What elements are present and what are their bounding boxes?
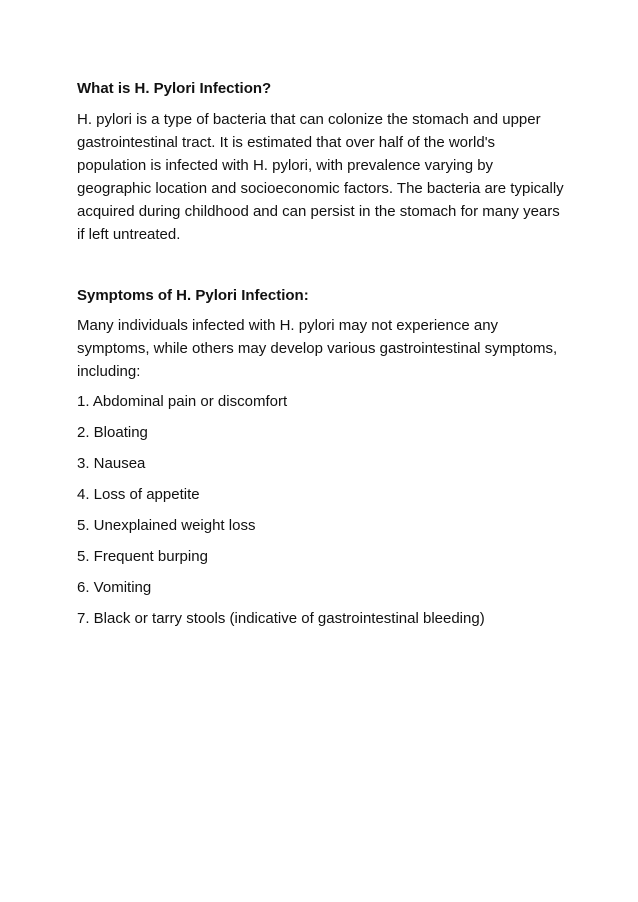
list-item: 6. Vomiting (77, 579, 152, 596)
list-item: 4. Loss of appetite (77, 486, 200, 503)
section-heading-what-is: What is H. Pylori Infection? (77, 80, 272, 97)
list-item: 7. Black or tarry stools (indicative of gastrointestinal bleeding) (77, 610, 485, 627)
list-item: 5. Unexplained weight loss (77, 517, 256, 534)
section-paragraph-what-is: H. pylori is a type of bacteria that can colonize the stomach and upper gastrointestinal tract. It is estimated that over half of the world's population is infected with H. pylori, with prevalence varying by geographic location and socioeconomic factors. The bacteria are typically acquired during childhood and can persist in the stomach for many years if left untreated. (77, 111, 564, 243)
list-item: 2. Bloating (77, 424, 148, 441)
section-heading-symptoms: Symptoms of H. Pylori Infection: (77, 287, 309, 304)
section-paragraph-symptoms-intro: Many individuals infected with H. pylori may not experience any symptoms, while others may develop various gastrointestinal symptoms, including: (77, 317, 558, 380)
list-item: 5. Frequent burping (77, 548, 208, 565)
symptom-list (77, 390, 485, 638)
list-item: 1. Abdominal pain or discomfort (77, 393, 288, 410)
list-item: 3. Nausea (77, 455, 146, 472)
